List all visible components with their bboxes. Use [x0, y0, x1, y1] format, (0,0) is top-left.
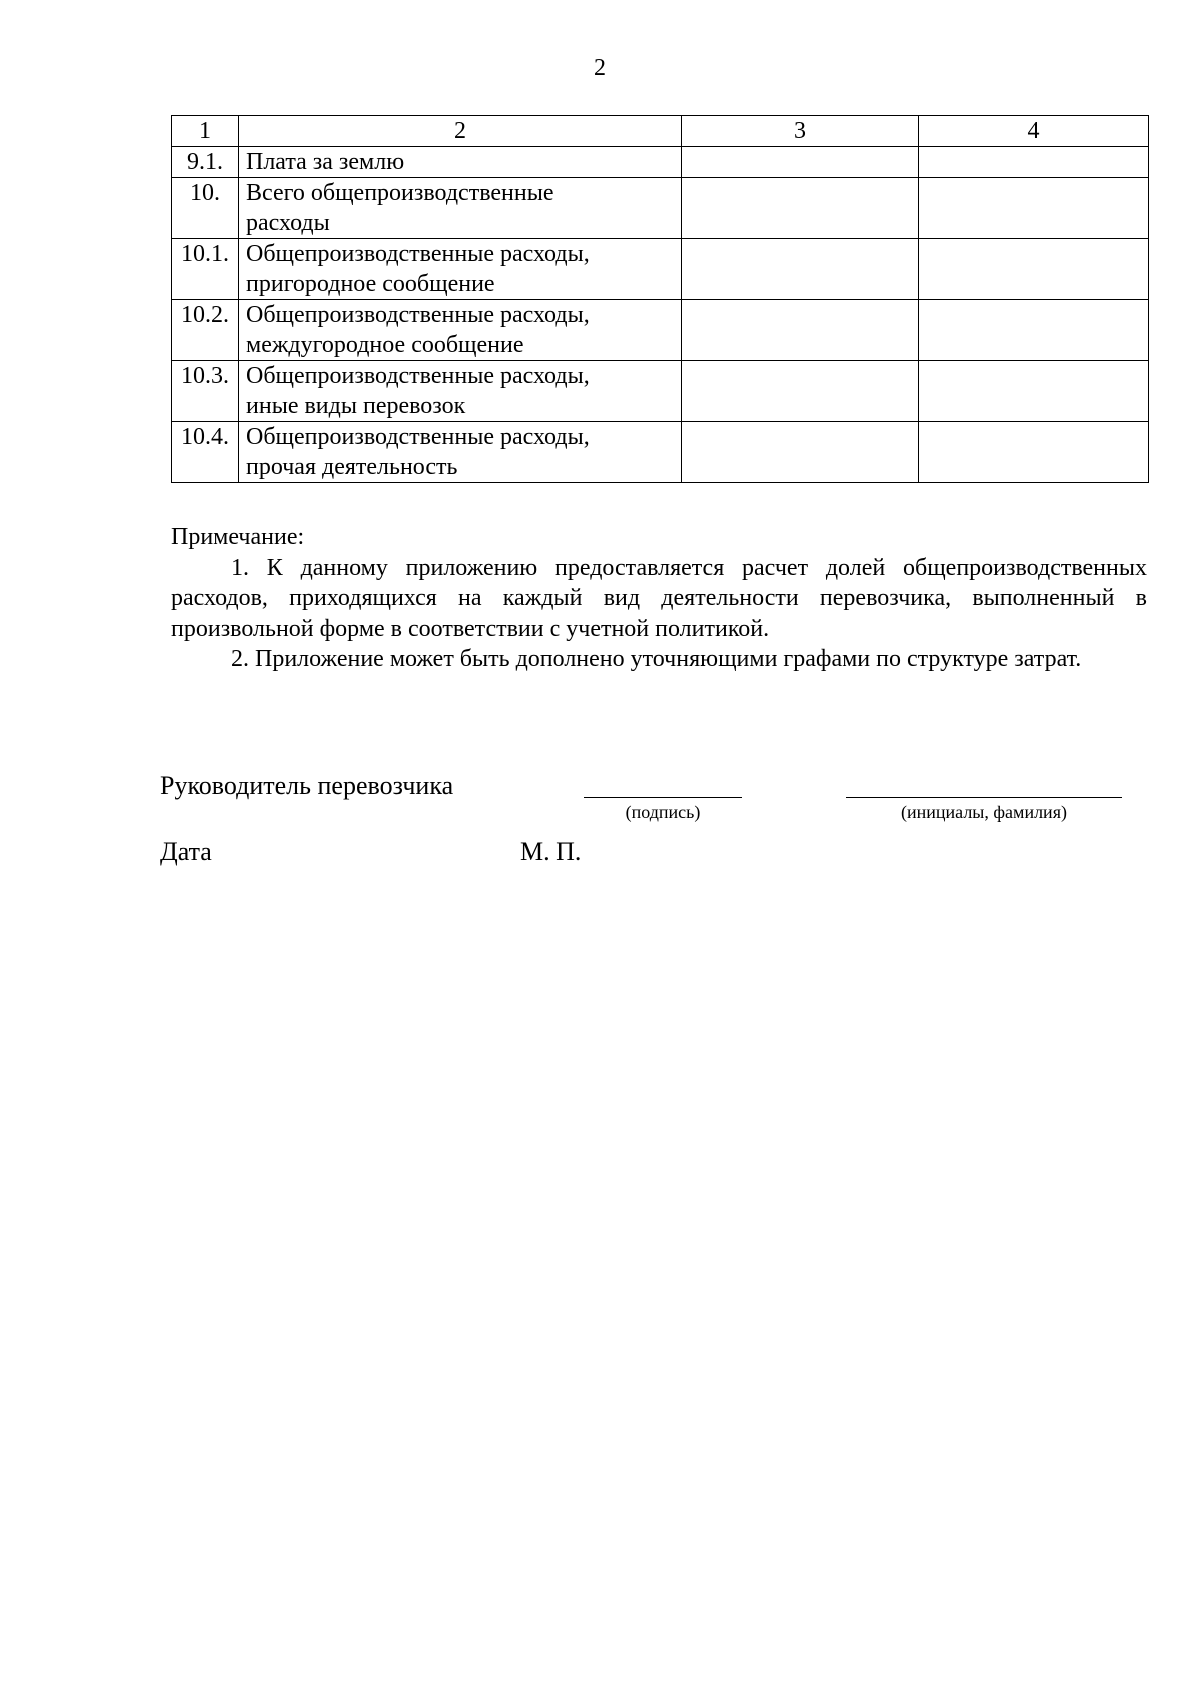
row-value-col3: [682, 178, 919, 239]
row-name: [239, 147, 682, 178]
table-header-row: [172, 116, 1149, 147]
row-number: 10.: [172, 178, 239, 239]
row-name-line: прочая деятельность: [246, 454, 458, 480]
row-name-line: Всего общепроизводственные: [246, 180, 554, 206]
note-item: 1. К данному приложению предоставляется расчет долей общепроизводственных расходов, приходящихся на каждый вид деятельности перевозчика, выполненный в произвольной форме в соответствии с учетной политикой.: [171, 554, 1147, 642]
row-name: [239, 239, 682, 300]
signature-line: [584, 797, 742, 798]
signature-caption: (подпись): [625, 802, 701, 822]
table-row: [172, 422, 1149, 483]
row-name-line: Плата за землю: [246, 149, 405, 175]
note-block: [171, 522, 1147, 675]
name-line: [846, 797, 1122, 798]
row-name: [239, 300, 682, 361]
row-name: [239, 178, 682, 239]
table-row: [172, 239, 1149, 300]
row-value-col3: [682, 300, 919, 361]
note-item: 2. Приложение может быть дополнено уточняющими графами по структуре затрат.: [231, 646, 1082, 672]
row-number: 10.4.: [172, 422, 239, 483]
table-header-cell: 4: [919, 116, 1149, 147]
note-title: Примечание:: [171, 524, 305, 550]
row-value-col3: [682, 422, 919, 483]
row-value-col4: [919, 422, 1149, 483]
table-header-cell: 1: [172, 116, 239, 147]
table-row: [172, 300, 1149, 361]
table-header-cell: 3: [682, 116, 919, 147]
row-value-col4: [919, 239, 1149, 300]
row-name-line: Общепроизводственные расходы,: [246, 424, 590, 450]
signer-label: Руководитель перевозчика: [160, 771, 454, 800]
row-number: 10.2.: [172, 300, 239, 361]
row-value-col3: [682, 239, 919, 300]
row-name: [239, 361, 682, 422]
name-caption: (инициалы, фамилия): [901, 802, 1067, 822]
date-label: Дата: [160, 837, 212, 866]
row-number: 9.1.: [172, 147, 239, 178]
row-name-line: пригородное сообщение: [246, 271, 495, 297]
table-header-cell: 2: [239, 116, 682, 147]
row-value-col4: [919, 300, 1149, 361]
row-value-col3: [682, 147, 919, 178]
row-name-line: расходы: [246, 210, 330, 236]
row-value-col3: [682, 361, 919, 422]
table-row: [172, 147, 1149, 178]
table-row: [172, 178, 1149, 239]
table-row: [172, 361, 1149, 422]
cost-table: [171, 115, 1149, 483]
row-name-line: Общепроизводственные расходы,: [246, 302, 590, 328]
row-name: [239, 422, 682, 483]
stamp-label: М. П.: [520, 837, 582, 866]
row-value-col4: [919, 147, 1149, 178]
row-name-line: междугородное сообщение: [246, 332, 524, 358]
row-value-col4: [919, 361, 1149, 422]
row-value-col4: [919, 178, 1149, 239]
page-number: 2: [594, 55, 606, 81]
row-number: 10.3.: [172, 361, 239, 422]
row-number: 10.1.: [172, 239, 239, 300]
row-name-line: иные виды перевозок: [246, 393, 466, 419]
row-name-line: Общепроизводственные расходы,: [246, 241, 590, 267]
row-name-line: Общепроизводственные расходы,: [246, 363, 590, 389]
